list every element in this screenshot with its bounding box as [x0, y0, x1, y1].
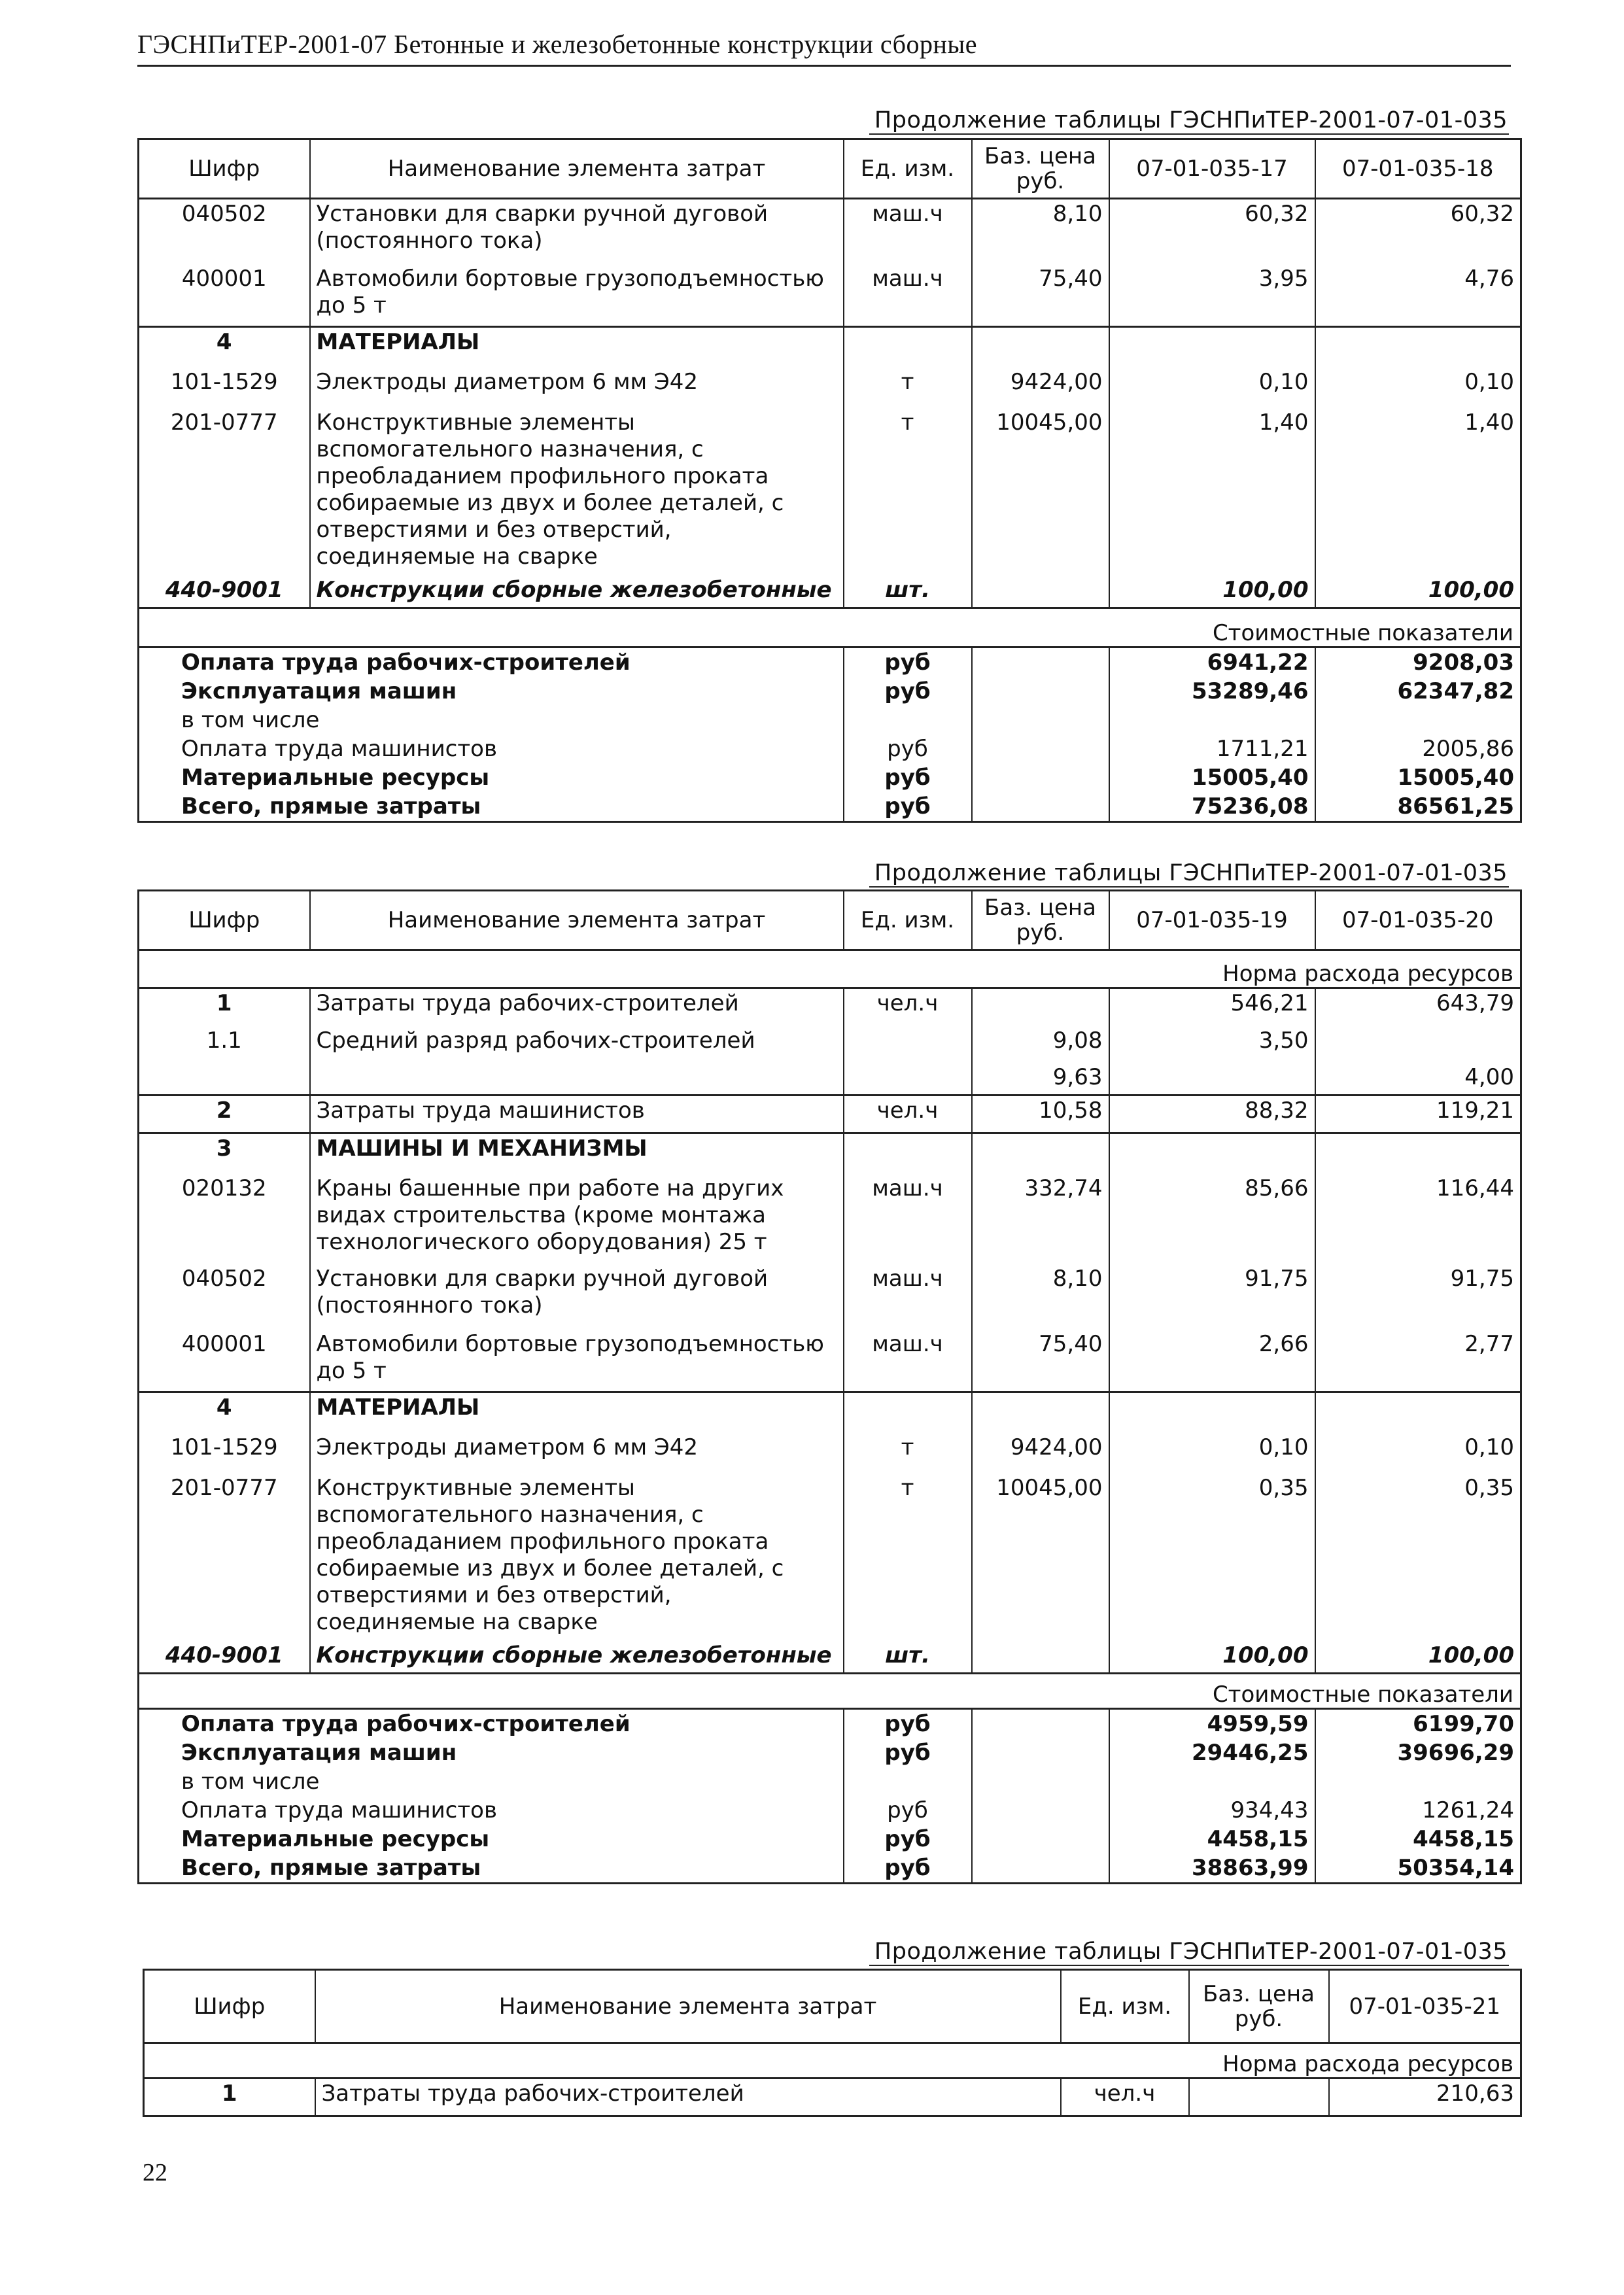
totals-row [139, 677, 1521, 706]
norm-value-2: 4,00 [1315, 1063, 1521, 1096]
totals-value-2: 6199,70 [1315, 1709, 1521, 1739]
totals-row [139, 1796, 1521, 1825]
table-header-row [139, 139, 1521, 199]
resource-price: 10045,00 [972, 408, 1109, 572]
totals-caption-row [139, 608, 1521, 647]
table-header-row [139, 891, 1521, 950]
resource-price: 9,08 [972, 1026, 1109, 1063]
table-row [139, 1026, 1521, 1063]
norm-value-1: 100,00 [1109, 1637, 1315, 1674]
resource-name: Установки для сварки ручной дуговой (постоянного тока) [310, 199, 844, 264]
totals-value-1: 38863,99 [1109, 1854, 1315, 1884]
totals-value-1: 934,43 [1109, 1796, 1315, 1825]
resource-unit: шт. [844, 572, 972, 608]
norm-value-2: 1,40 [1315, 408, 1521, 572]
col-header-norm-1: 07-01-035-17 [1109, 139, 1315, 199]
norm-value-2: 0,35 [1315, 1474, 1521, 1637]
col-header-unit: Ед. изм. [1061, 1970, 1189, 2043]
resource-name: Автомобили бортовые грузоподъемностью до 5 т [310, 264, 844, 327]
resource-code: 400001 [139, 1330, 310, 1392]
resource-code: 040502 [139, 199, 310, 264]
totals-row [139, 1709, 1521, 1739]
resource-name: Средний разряд рабочих-строителей [310, 1026, 844, 1063]
totals-unit: руб [844, 1796, 972, 1825]
resource-table-3 [143, 1969, 1522, 2117]
resource-unit [844, 1063, 972, 1096]
resource-price: 9424,00 [972, 368, 1109, 408]
totals-value-2: 50354,14 [1315, 1854, 1521, 1884]
resource-name [310, 1063, 844, 1096]
norm-value-2: 100,00 [1315, 1637, 1521, 1674]
totals-label: Материальные ресурсы [139, 1825, 844, 1854]
resource-price: 8,10 [972, 199, 1109, 264]
resource-price: 9,63 [972, 1063, 1109, 1096]
norm-value-1: 1,40 [1109, 408, 1315, 572]
table-row [139, 988, 1521, 1026]
totals-value-2: 62347,82 [1315, 677, 1521, 706]
norm-value-2: 91,75 [1315, 1264, 1521, 1330]
totals-label: Всего, прямые затраты [139, 792, 844, 822]
col-header-unit: Ед. изм. [844, 891, 972, 950]
resource-table-1 [137, 138, 1522, 823]
resource-unit: маш.ч [844, 1330, 972, 1392]
table-row [139, 1330, 1521, 1392]
totals-label: в том числе [139, 706, 844, 734]
totals-value-2: 1261,24 [1315, 1796, 1521, 1825]
resource-name: Затраты труда рабочих-строителей [315, 2079, 1061, 2116]
totals-value-1: 15005,40 [1109, 763, 1315, 792]
table-row [144, 2079, 1521, 2116]
resource-price [1189, 2079, 1329, 2116]
norm-caption: Норма расхода ресурсов [144, 2043, 1521, 2079]
totals-unit: руб [844, 647, 972, 678]
table-row [139, 264, 1521, 327]
totals-row [139, 1738, 1521, 1767]
col-header-code: Шифр [144, 1970, 315, 2043]
norm-value-1 [1109, 1063, 1315, 1096]
norm-value-2: 643,79 [1315, 988, 1521, 1026]
totals-value-2: 2005,86 [1315, 734, 1521, 763]
totals-value-2: 9208,03 [1315, 647, 1521, 678]
section-number: 3 [139, 1133, 310, 1174]
totals-row [139, 1825, 1521, 1854]
section-row [139, 1133, 1521, 1174]
resource-price [972, 572, 1109, 608]
resource-code: 400001 [139, 264, 310, 327]
resource-unit: чел.ч [844, 988, 972, 1026]
table-caption: Продолжение таблицы ГЭСНПиТЕР-2001-07-01-035 [869, 860, 1509, 888]
norm-value-1: 100,00 [1109, 572, 1315, 608]
col-header-price: Баз. цена руб. [1189, 1970, 1329, 2043]
totals-value-2: 39696,29 [1315, 1738, 1521, 1767]
section-number: 4 [139, 1392, 310, 1433]
resource-code: 101-1529 [139, 1433, 310, 1474]
section-row [139, 327, 1521, 368]
resource-name: Конструктивные элементы вспомогательного назначения, с преобладанием профильного проката собираемые из двух и более деталей, с отверстиями и без отверстий, соединяемые на сварке [310, 408, 844, 572]
table-row [139, 1063, 1521, 1096]
norm-value-1: 546,21 [1109, 988, 1315, 1026]
section-title: МАШИНЫ И МЕХАНИЗМЫ [310, 1133, 844, 1174]
totals-unit: руб [844, 677, 972, 706]
norm-value-1: 91,75 [1109, 1264, 1315, 1330]
resource-price: 75,40 [972, 264, 1109, 327]
totals-unit: руб [844, 1825, 972, 1854]
totals-value-2: 86561,25 [1315, 792, 1521, 822]
totals-label: в том числе [139, 1767, 844, 1796]
col-header-price: Баз. цена руб. [972, 139, 1109, 199]
page-header: ГЭСНПиТЕР-2001-07 Бетонные и железобетонные конструкции сборные [137, 29, 1511, 67]
col-header-name: Наименование элемента затрат [310, 891, 844, 950]
totals-unit: руб [844, 1709, 972, 1739]
resource-unit [844, 1026, 972, 1063]
section-row [139, 1392, 1521, 1433]
resource-unit: маш.ч [844, 199, 972, 264]
totals-row [139, 647, 1521, 678]
table-row [139, 1637, 1521, 1674]
totals-value-1: 53289,46 [1109, 677, 1315, 706]
resource-price: 10045,00 [972, 1474, 1109, 1637]
table-row [139, 1474, 1521, 1637]
totals-label: Оплата труда машинистов [139, 734, 844, 763]
norm-value-1: 3,50 [1109, 1026, 1315, 1063]
page-number: 22 [143, 2159, 167, 2186]
resource-name: Электроды диаметром 6 мм Э42 [310, 368, 844, 408]
resource-code: 440-9001 [139, 1637, 310, 1674]
resource-code: 020132 [139, 1174, 310, 1264]
resource-unit: маш.ч [844, 1174, 972, 1264]
norm-value-2: 119,21 [1315, 1096, 1521, 1133]
col-header-norm-2: 07-01-035-18 [1315, 139, 1521, 199]
totals-value-2: 4458,15 [1315, 1825, 1521, 1854]
resource-price: 75,40 [972, 1330, 1109, 1392]
totals-unit: руб [844, 734, 972, 763]
totals-label: Оплата труда машинистов [139, 1796, 844, 1825]
norm-value-2: 100,00 [1315, 572, 1521, 608]
totals-row [139, 706, 1521, 734]
resource-price: 9424,00 [972, 1433, 1109, 1474]
norm-value-1: 0,10 [1109, 1433, 1315, 1474]
totals-value-1: 1711,21 [1109, 734, 1315, 763]
section-title: МАТЕРИАЛЫ [310, 1392, 844, 1433]
totals-value-1: 29446,25 [1109, 1738, 1315, 1767]
resource-table-2 [137, 889, 1522, 1884]
resource-code: 201-0777 [139, 408, 310, 572]
resource-unit: чел.ч [1061, 2079, 1189, 2116]
norm-value-1: 3,95 [1109, 264, 1315, 327]
resource-name: Конструктивные элементы вспомогательного назначения, с преобладанием профильного проката собираемые из двух и более деталей, с отверстиями и без отверстий, соединяемые на сварке [310, 1474, 844, 1637]
norm-value-2: 0,10 [1315, 368, 1521, 408]
norm-value-2: 0,10 [1315, 1433, 1521, 1474]
col-header-name: Наименование элемента затрат [310, 139, 844, 199]
resource-price: 332,74 [972, 1174, 1109, 1264]
resource-name: Затраты труда рабочих-строителей [310, 988, 844, 1026]
resource-unit: т [844, 408, 972, 572]
col-header-name: Наименование элемента затрат [315, 1970, 1061, 2043]
resource-name: Конструкции сборные железобетонные [310, 572, 844, 608]
col-header-norm-2: 07-01-035-20 [1315, 891, 1521, 950]
totals-unit: руб [844, 1854, 972, 1884]
resource-name: Установки для сварки ручной дуговой (постоянного тока) [310, 1264, 844, 1330]
totals-label: Эксплуатация машин [139, 677, 844, 706]
resource-unit: чел.ч [844, 1096, 972, 1133]
totals-label: Всего, прямые затраты [139, 1854, 844, 1884]
resource-unit: шт. [844, 1637, 972, 1674]
table-row [139, 1264, 1521, 1330]
totals-label: Оплата труда рабочих-строителей [139, 1709, 844, 1739]
table-row [139, 1096, 1521, 1133]
totals-unit: руб [844, 763, 972, 792]
norm-value-2: 116,44 [1315, 1174, 1521, 1264]
norm-value-1: 2,66 [1109, 1330, 1315, 1392]
table-row [139, 1433, 1521, 1474]
col-header-unit: Ед. изм. [844, 139, 972, 199]
resource-unit: т [844, 368, 972, 408]
resource-code: 201-0777 [139, 1474, 310, 1637]
resource-price [972, 988, 1109, 1026]
totals-label: Эксплуатация машин [139, 1738, 844, 1767]
col-header-norm-1: 07-01-035-21 [1329, 1970, 1521, 2043]
totals-value-2: 15005,40 [1315, 763, 1521, 792]
resource-code [139, 1063, 310, 1096]
table-row [139, 572, 1521, 608]
resource-code: 1 [144, 2079, 315, 2116]
norm-value-1: 85,66 [1109, 1174, 1315, 1264]
norm-value-1: 0,10 [1109, 368, 1315, 408]
resource-unit: маш.ч [844, 264, 972, 327]
resource-code: 040502 [139, 1264, 310, 1330]
resource-name: Конструкции сборные железобетонные [310, 1637, 844, 1674]
norm-value-2 [1315, 1026, 1521, 1063]
totals-value-1: 4959,59 [1109, 1709, 1315, 1739]
table-header-row [144, 1970, 1521, 2043]
resource-name: Автомобили бортовые грузоподъемностью до 5 т [310, 1330, 844, 1392]
norm-value-1: 88,32 [1109, 1096, 1315, 1133]
totals-row [139, 792, 1521, 822]
col-header-price: Баз. цена руб. [972, 891, 1109, 950]
section-title: МАТЕРИАЛЫ [310, 327, 844, 368]
norm-caption-row [144, 2043, 1521, 2079]
totals-row [139, 1854, 1521, 1884]
resource-price: 8,10 [972, 1264, 1109, 1330]
totals-caption: Стоимостные показатели [139, 1674, 1521, 1709]
norm-value-2: 2,77 [1315, 1330, 1521, 1392]
table-row [139, 199, 1521, 264]
totals-caption-row [139, 1674, 1521, 1709]
totals-value-1: 4458,15 [1109, 1825, 1315, 1854]
col-header-code: Шифр [139, 891, 310, 950]
norm-caption: Норма расхода ресурсов [139, 950, 1521, 988]
table-row [139, 1174, 1521, 1264]
col-header-norm-1: 07-01-035-19 [1109, 891, 1315, 950]
totals-row [139, 734, 1521, 763]
totals-row [139, 763, 1521, 792]
resource-unit: маш.ч [844, 1264, 972, 1330]
resource-name: Краны башенные при работе на других видах строительства (кроме монтажа технологического оборудования) 25 т [310, 1174, 844, 1264]
norm-value-1: 60,32 [1109, 199, 1315, 264]
resource-price [972, 1637, 1109, 1674]
totals-unit: руб [844, 1738, 972, 1767]
norm-value-1: 210,63 [1329, 2079, 1521, 2116]
resource-code: 101-1529 [139, 368, 310, 408]
resource-name: Затраты труда машинистов [310, 1096, 844, 1133]
table-row [139, 408, 1521, 572]
resource-unit: т [844, 1474, 972, 1637]
totals-label: Материальные ресурсы [139, 763, 844, 792]
table-row [139, 368, 1521, 408]
resource-unit: т [844, 1433, 972, 1474]
col-header-code: Шифр [139, 139, 310, 199]
norm-caption-row [139, 950, 1521, 988]
resource-code: 1 [139, 988, 310, 1026]
resource-code: 2 [139, 1096, 310, 1133]
resource-name: Электроды диаметром 6 мм Э42 [310, 1433, 844, 1474]
norm-value-2: 4,76 [1315, 264, 1521, 327]
norm-value-1: 0,35 [1109, 1474, 1315, 1637]
resource-code: 440-9001 [139, 572, 310, 608]
totals-row [139, 1767, 1521, 1796]
section-number: 4 [139, 327, 310, 368]
totals-value-1: 6941,22 [1109, 647, 1315, 678]
totals-value-1: 75236,08 [1109, 792, 1315, 822]
resource-price: 10,58 [972, 1096, 1109, 1133]
totals-label: Оплата труда рабочих-строителей [139, 647, 844, 678]
totals-unit: руб [844, 792, 972, 822]
resource-code: 1.1 [139, 1026, 310, 1063]
table-caption: Продолжение таблицы ГЭСНПиТЕР-2001-07-01-035 [869, 107, 1509, 135]
norm-value-2: 60,32 [1315, 199, 1521, 264]
totals-caption: Стоимостные показатели [139, 608, 1521, 647]
table-caption: Продолжение таблицы ГЭСНПиТЕР-2001-07-01-035 [869, 1939, 1509, 1966]
